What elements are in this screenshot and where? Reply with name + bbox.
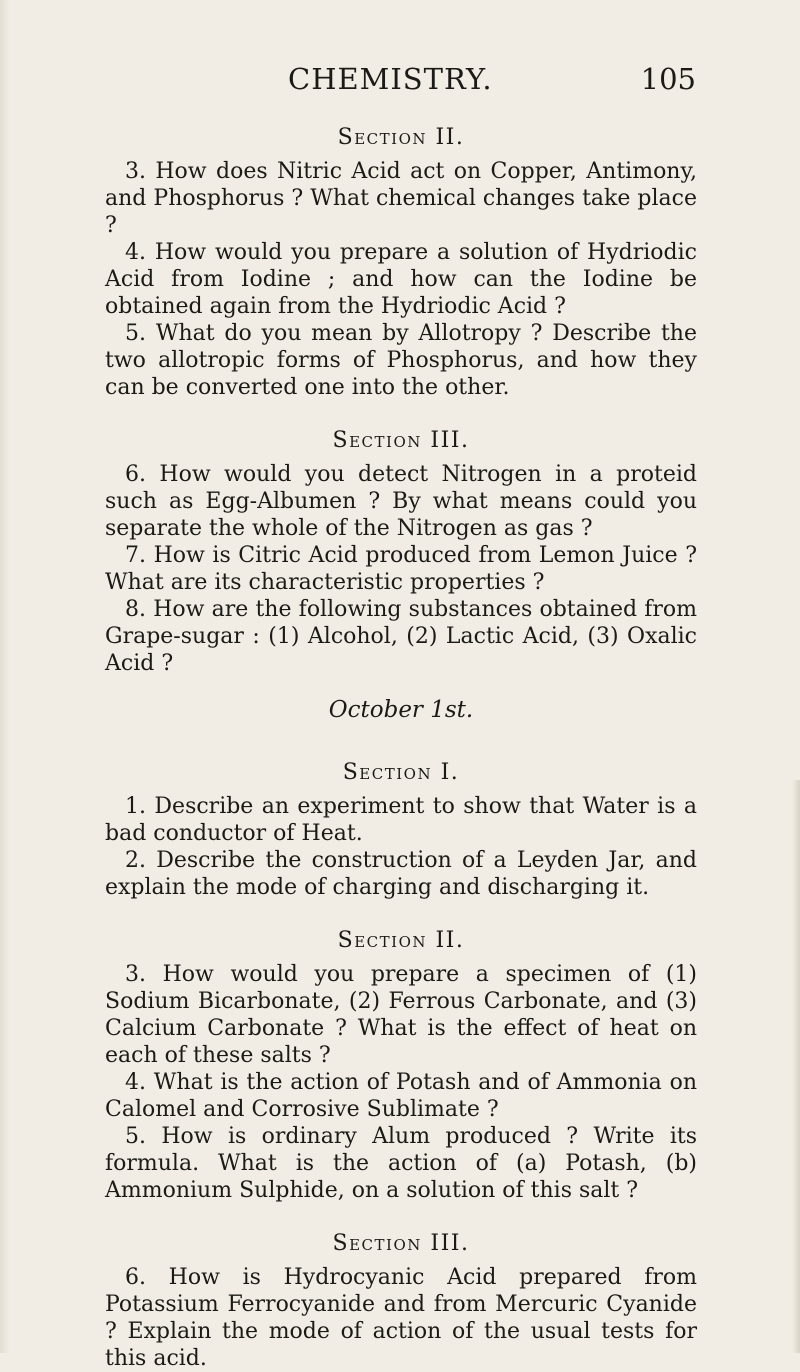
exam-question: [105, 1264, 697, 1372]
exam-question: [105, 239, 697, 320]
exam-question: [105, 320, 697, 401]
question-number: 4.: [125, 240, 146, 265]
question-number: 1.: [125, 794, 146, 819]
spacer: [105, 401, 697, 421]
question-number: 3.: [125, 962, 146, 987]
question-number: 7.: [125, 543, 146, 568]
question-text: Describe an experiment to show that Water is a bad conductor of Heat.: [105, 794, 697, 846]
question-number: 6.: [125, 462, 146, 487]
question-text: How would you detect Nitrogen in a proteid such as Egg-Albumen ? By what means could you separate the whole of the Nitrogen as gas ?: [105, 462, 697, 541]
spacer: [105, 677, 697, 687]
exam-question: [105, 158, 697, 239]
page-body: [105, 118, 697, 1372]
question-text: How is ordinary Alum produced ? Write its formula. What is the action of (a) Potash, (b) Ammonium Sulphide, on a solution of this salt ?: [105, 1124, 697, 1203]
question-text: How does Nitric Acid act on Copper, Antimony, and Phosphorus ? What chemical changes take place ?: [105, 159, 697, 238]
section-heading: Section III.: [332, 1231, 470, 1256]
question-text: How is Hydrocyanic Acid prepared from Potassium Ferrocyanide and from Mercuric Cyanide ? Explain the mode of action of the usual tests for this acid.: [105, 1265, 697, 1371]
question-text: Describe the construction of a Leyden Jar, and explain the mode of charging and discharging it.: [105, 848, 697, 900]
exam-question: [105, 461, 697, 542]
question-number: 5.: [125, 1124, 146, 1149]
question-number: 3.: [125, 159, 146, 184]
question-number: 6.: [125, 1265, 146, 1290]
running-title: CHEMISTRY.: [288, 62, 493, 96]
page-edge-shadow: [0, 0, 10, 1353]
question-text: What is the action of Potash and of Ammonia on Calomel and Corrosive Sublimate ?: [105, 1070, 697, 1122]
exam-question: [105, 847, 697, 901]
question-text: What do you mean by Allotropy ? Describe the two allotropic forms of Phosphorus, and how they can be converted one into the other.: [105, 321, 697, 400]
exam-question: [105, 961, 697, 1069]
spacer: [105, 733, 697, 753]
exam-question: [105, 793, 697, 847]
question-number: 4.: [125, 1070, 146, 1095]
exam-question: [105, 596, 697, 677]
question-number: 5.: [125, 321, 146, 346]
question-text: How would you prepare a specimen of (1) Sodium Bicarbonate, (2) Ferrous Carbonate, and (3) Calcium Carbonate ? What is the effect of heat on each of these salts ?: [105, 962, 697, 1068]
section-heading: Section II.: [337, 928, 465, 953]
question-text: How is Citric Acid produced from Lemon Juice ? What are its characteristic properties ?: [105, 543, 697, 595]
question-number: 8.: [125, 597, 146, 622]
section-heading: Section III.: [332, 428, 470, 453]
spacer: [105, 1204, 697, 1224]
running-header: [0, 62, 800, 102]
question-number: 2.: [125, 848, 146, 873]
section-heading: Section I.: [342, 760, 460, 785]
exam-question: [105, 1069, 697, 1123]
question-text: How are the following substances obtained from Grape-sugar : (1) Alcohol, (2) Lactic Acid, (3) Oxalic Acid ?: [105, 597, 697, 676]
page-number: 105: [640, 62, 696, 96]
date-heading: October 1st.: [328, 697, 474, 723]
exam-question: [105, 1123, 697, 1204]
question-text: How would you prepare a solution of Hydriodic Acid from Iodine ; and how can the Iodine be obtained again from the Hydriodic Acid ?: [105, 240, 697, 319]
exam-question: [105, 542, 697, 596]
section-heading: Section II.: [337, 125, 465, 150]
spacer: [105, 901, 697, 921]
page-edge-shadow: [792, 780, 800, 1353]
